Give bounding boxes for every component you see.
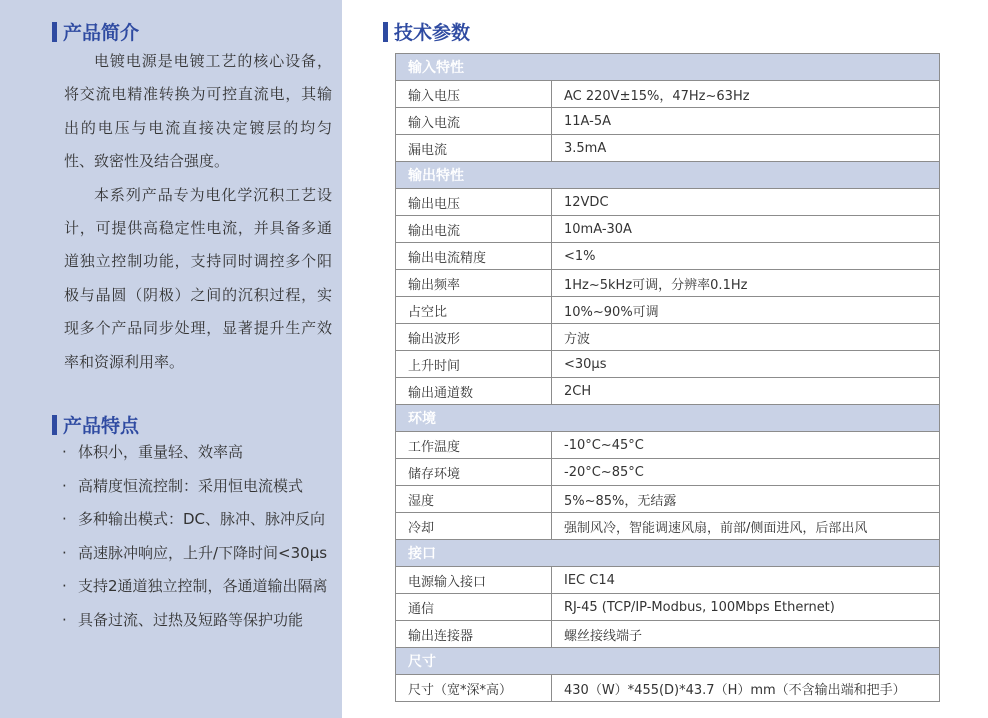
table-row [396,81,940,108]
table-row [396,108,940,135]
list-item: · 高精度恒流控制：采用恒电流模式 [62,470,328,504]
spec-label: 通信 [396,594,552,621]
specs-title [383,18,470,45]
table-row [396,216,940,243]
table-row [396,675,940,702]
spec-label: 工作温度 [396,432,552,459]
table-row [396,432,940,459]
spec-label: 输出通道数 [396,378,552,405]
spec-value: 11A-5A [552,108,940,135]
table-row [396,243,940,270]
group-header: 尺寸 [396,648,940,675]
group-header: 输入特性 [396,54,940,81]
spec-label: 输入电压 [396,81,552,108]
spec-label: 输出电流精度 [396,243,552,270]
specs-title-text: 技术参数 [394,22,471,44]
intro-title-text: 产品简介 [63,22,140,44]
bullet-icon: · [62,510,67,528]
spec-label: 输出频率 [396,270,552,297]
list-item: · 具备过流、过热及短路等保护功能 [62,604,328,638]
spec-value: 3.5mA [552,135,940,162]
intro-text [64,45,332,379]
list-item: · 高速脉冲响应，上升/下降时间<30μs [62,537,328,571]
spec-value: <1% [552,243,940,270]
table-row [396,567,940,594]
spec-value: 螺丝接线端子 [552,621,940,648]
spec-label: 冷却 [396,513,552,540]
table-row [396,378,940,405]
bullet-icon: · [62,443,67,461]
spec-value: IEC C14 [552,567,940,594]
list-item: · 体积小，重量轻、效率高 [62,436,328,470]
spec-value: 方波 [552,324,940,351]
title-bar-icon [52,22,57,42]
spec-value: 强制风冷，智能调速风扇，前部/侧面进风，后部出风 [552,513,940,540]
spec-label: 占空比 [396,297,552,324]
table-row [396,621,940,648]
table-group-row [396,54,940,81]
spec-label: 湿度 [396,486,552,513]
list-item: · 多种输出模式：DC、脉冲、脉冲反向 [62,503,328,537]
group-header: 接口 [396,540,940,567]
spec-label: 输出连接器 [396,621,552,648]
table-group-row [396,648,940,675]
spec-value: -20°C~85°C [552,459,940,486]
spec-value: 2CH [552,378,940,405]
table-row [396,486,940,513]
left-panel [0,0,342,718]
table-row [396,459,940,486]
table-group-row [396,540,940,567]
group-header: 环境 [396,405,940,432]
spec-table [395,53,940,702]
intro-title [52,18,139,45]
bullet-icon: · [62,577,67,595]
table-group-row [396,162,940,189]
spec-value: -10°C~45°C [552,432,940,459]
table-row [396,594,940,621]
table-row [396,270,940,297]
spec-label: 输出波形 [396,324,552,351]
spec-label: 输入电流 [396,108,552,135]
spec-value: 1Hz~5kHz可调，分辨率0.1Hz [552,270,940,297]
spec-value: 12VDC [552,189,940,216]
table-row [396,324,940,351]
spec-label: 尺寸（宽*深*高） [396,675,552,702]
bullet-icon: · [62,543,67,562]
feature-list [62,436,328,637]
features-title-text: 产品特点 [63,415,140,437]
spec-value: 10%~90%可调 [552,297,940,324]
list-item: · 支持2通道独立控制，各通道输出隔离 [62,570,328,604]
spec-value: AC 220V±15%，47Hz~63Hz [552,81,940,108]
table-row [396,513,940,540]
table-row [396,297,940,324]
title-bar-icon [52,415,57,435]
table-row [396,189,940,216]
bullet-icon: · [62,476,67,495]
table-row [396,351,940,378]
spec-value: 430（W）*455(D)*43.7（H）mm（不含输出端和把手） [552,675,940,702]
spec-label: 输出电压 [396,189,552,216]
intro-paragraph: 电镀电源是电镀工艺的核心设备，将交流电精准转换为可控直流电，其输出的电压与电流直接决定镀层的均匀性、致密性及结合强度。 [64,52,332,171]
spec-label: 输出电流 [396,216,552,243]
spec-value: 5%~85%，无结露 [552,486,940,513]
spec-label: 上升时间 [396,351,552,378]
spec-label: 储存环境 [396,459,552,486]
title-bar-icon [383,22,388,42]
group-header: 输出特性 [396,162,940,189]
bullet-icon: · [62,610,67,629]
spec-value: RJ-45 (TCP/IP-Modbus, 100Mbps Ethernet) [552,594,940,621]
spec-label: 电源输入接口 [396,567,552,594]
table-group-row [396,405,940,432]
intro-paragraph: 本系列产品专为电化学沉积工艺设计，可提供高稳定性电流，并具备多通道独立控制功能，支持同时调控多个阳极与晶圆（阴极）之间的沉积过程，实现多个产品同步处理，显著提升生产效率和资源利用率。 [64,185,332,371]
spec-value: 10mA-30A [552,216,940,243]
table-row [396,135,940,162]
spec-value: <30μs [552,351,940,378]
features-title [52,411,139,438]
spec-label: 漏电流 [396,135,552,162]
